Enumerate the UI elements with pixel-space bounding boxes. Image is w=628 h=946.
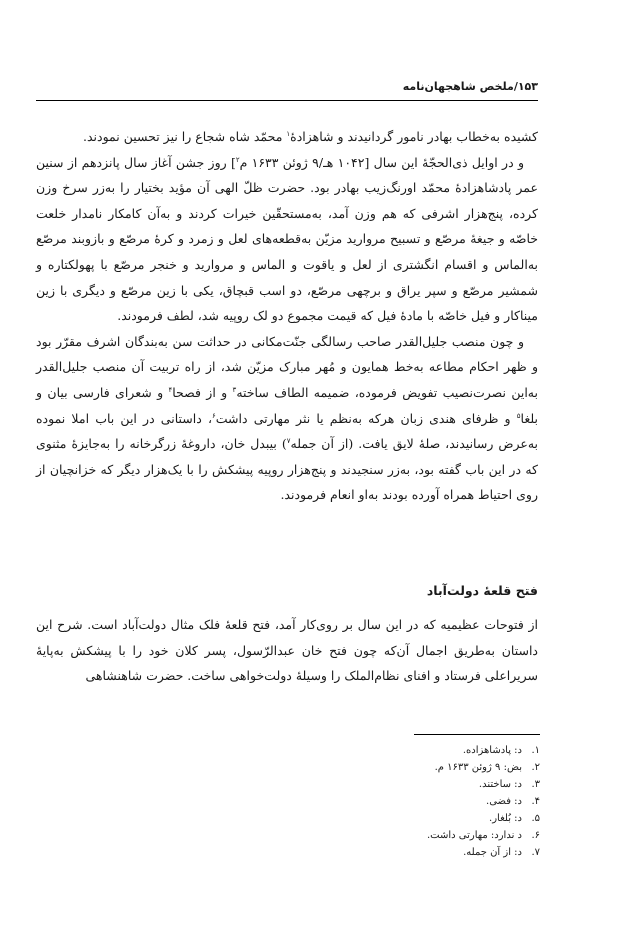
- footnote-ref-7[interactable]: ۷: [286, 436, 291, 445]
- footnote-text: د: فضی.: [486, 796, 522, 807]
- footnote-ref-2[interactable]: ۲: [235, 155, 240, 164]
- footnote-text: د: از آن جمله.: [463, 847, 522, 858]
- footnote-6: [200, 827, 540, 844]
- text-run: کشیده به‌خطاب بهادر نامور گردانیدند و شاهزادهٔ: [290, 129, 538, 144]
- paragraph-2: [36, 150, 538, 329]
- footnote-number: ۵.: [531, 813, 540, 824]
- body-text: [36, 124, 538, 508]
- footnote-ref-4[interactable]: ۴: [168, 385, 173, 394]
- footnote-text: بض: ۹ ژوئن ۱۶۳۳ م.: [434, 762, 522, 773]
- text-run: محمّد شاه شجاع را نیز تحسین نمودند.: [83, 129, 287, 144]
- footnote-text: د: ساختند.: [478, 779, 522, 790]
- text-run: و از فصحا: [172, 384, 233, 400]
- footnote-ref-3[interactable]: ۳: [232, 385, 237, 394]
- text-run: و شعرای فارسی بیان و بلغا: [36, 384, 538, 426]
- footnote-text: د: پادشاهزاده.: [462, 745, 522, 756]
- footnote-divider: [414, 734, 540, 735]
- footnote-4: [200, 793, 540, 810]
- text-run: ، داستانی در این باب املا نموده به‌عرض رسانیدند، صلهٔ لایق یافت. (از آن جمله: [36, 410, 538, 452]
- section-paragraph: از فتوحات عظیمیه که در این سال بر روی‌کار آمد، فتح قلعهٔ فلک مثال دولت‌آباد است. شرح این داستان به‌طریق اجمال آن‌که چون فتح خان عبدالرّسول، پسر کلان خود را با پیشکش به‌پایهٔ سریراعلی فرستاد و افنای نظام‌الملک را وسیلهٔ دولت‌خواهی ساخت. حضرت شاهنشاهی: [36, 617, 538, 684]
- footnote-number: ۲.: [531, 762, 540, 773]
- footnote-ref-1[interactable]: ۱: [286, 129, 291, 138]
- paragraph-3: [36, 329, 538, 508]
- footnote-number: ۳.: [531, 779, 540, 790]
- footnote-text: د ندارد: مهارتی داشت.: [426, 830, 522, 841]
- footnote-5: [200, 810, 540, 827]
- footnote-number: ۶.: [531, 830, 540, 841]
- footnote-ref-6[interactable]: ۶: [211, 411, 216, 420]
- text-run: و در اوایل ذی‌الحجّهٔ این سال [۱۰۴۲ هـ/۹ ژوئن ۱۶۳۳ م: [239, 154, 524, 170]
- footnote-ref-5[interactable]: ۵: [516, 411, 521, 420]
- running-title: ۱۵۳/ملخص شاهجهان‌نامه: [402, 80, 538, 93]
- text-run: و ظرفای هندی زبان هرکه به‌نظم یا نثر مهارتی داشت: [215, 410, 517, 426]
- text-run: و چون منصب جلیل‌القدر صاحب رسالگی جنّت‌مکانی در حداثت سن به‌بندگان اشرف مقرّر بود و ظهر احکام مطاعه به‌خط همایون و مُهر مبارک مزیّن شد، از راه تربیت آن منصب جلیل‌القدر به‌این نصرت‌نصیب تفویض فرموده، ضمیمه الطاف ساخته: [36, 333, 538, 400]
- text-run: ) بیبدل خان، داروغهٔ زرگرخانه را به‌جایزهٔ مثنوی که در این باب گفته بود، به‌زر سنجیدند و پنج‌هزار روپیه پیشکش را با یک‌هزار دیگر که خزانچیان از روی احتیاط همراه آورده بودند به‌او انعام فرمودند.: [36, 436, 538, 503]
- footnote-number: ۱.: [531, 745, 540, 756]
- section-text: [36, 612, 538, 689]
- running-header: [36, 78, 538, 101]
- section-heading: فتح قلعهٔ دولت‌آباد: [426, 583, 538, 598]
- footnote-3: [200, 776, 540, 793]
- footnote-number: ۴.: [531, 796, 540, 807]
- footnote-7: [200, 844, 540, 861]
- footnote-text: د: بُلغار.: [489, 813, 522, 824]
- text-run: ] روز جشن آغاز سال پانزدهم از سنین عمر پادشاهزادهٔ محمّد اورنگ‌زیب بهادر بود. حضرت ظلّ الهی آن مؤید بختیار را به‌زر سرخ وزن کرده، پنج‌هزار اشرفی که هم وزن آمد، به‌مستحقّین خیرات کردند و به‌آن کامکار نامدار خلعت خاصّه و جیغهٔ مرصّع و تسبیح مروارید مزیّن به‌قطعه‌های لعل و زمرد و کرهٔ مرصّع و بازوبند مرصّع به‌الماس و اقسام انگشتری از لعل و یاقوت و الماس و مروارید و خنجر مرصّع با پهولکتاره و شمشیر مرصّع و سپر یراق و برچهی مرصّع، دو اسب قبچاق، یکی با زین مرصّع و دیگری با زین میناکار و فیل خاصّه با مادهٔ فیل که قیمت مجموع دو لک روپیه شد، لطف فرمودند.: [36, 154, 538, 324]
- footnotes: [200, 742, 540, 861]
- footnote-2: [200, 759, 540, 776]
- paragraph-1: [36, 124, 538, 150]
- footnote-1: [200, 742, 540, 759]
- footnote-number: ۷.: [531, 847, 540, 858]
